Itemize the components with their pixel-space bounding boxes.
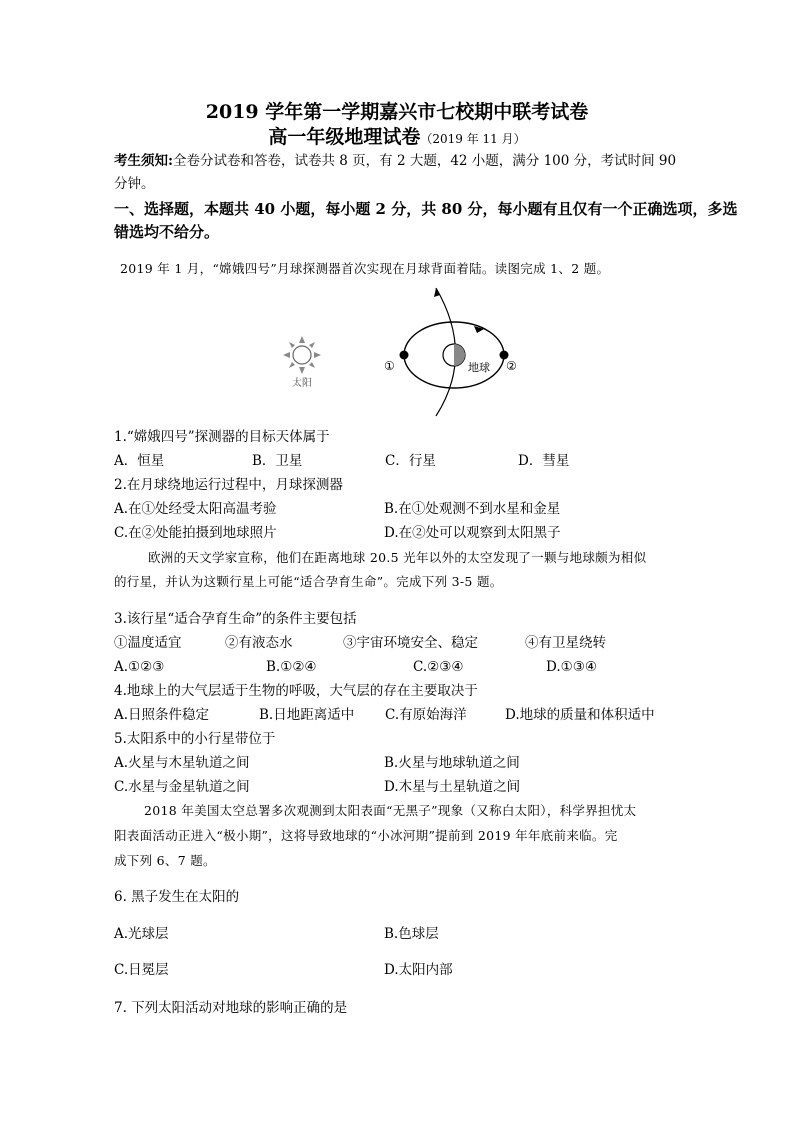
point-2-label: ②	[506, 359, 517, 373]
q5-option-d: D.木星与土星轨道之间	[384, 779, 521, 795]
notice-label: 考生须知:	[114, 153, 173, 169]
exam-title: 2019 学年第一学期嘉兴市七校期中联考试卷	[205, 101, 589, 123]
section-heading-line-2: 错选均不给分。	[114, 223, 220, 241]
q3-condition-1: ①温度适宜	[114, 635, 182, 651]
notice-text: 全卷分试卷和答卷，试卷共 8 页，有 2 大题，42 小题，满分 100 分，考试时间 90	[172, 153, 677, 169]
q3-option-a: A.①②③	[114, 659, 165, 675]
question-2-stem: 2.在月球绕地运行过程中，月球探测器	[114, 477, 343, 493]
exam-subtitle	[0, 122, 794, 149]
q6-option-c: C.日冕层	[114, 962, 169, 978]
question-5-stem: 5.太阳系中的小行星带位于	[114, 731, 276, 747]
q4-option-c: C.有原始海洋	[385, 707, 467, 723]
q4-option-b: B.日地距离适中	[259, 707, 355, 723]
q6-option-b: B.色球层	[384, 926, 439, 942]
question-4-stem: 4.地球上的大气层适于生物的呼吸，大气层的存在主要取决于	[114, 683, 478, 699]
q6-option-a: A.光球层	[114, 926, 169, 942]
q3-option-c: C.②③④	[413, 659, 464, 675]
q3-condition-3: ③宇宙环境安全、稳定	[343, 635, 478, 651]
earth-icon	[443, 344, 465, 366]
sun-label: 太阳	[292, 378, 312, 389]
q4-option-d: D.地球的质量和体积适中	[505, 707, 655, 723]
q1-option-b: B．卫星	[252, 453, 303, 469]
passage-3-line-1: 2018 年美国太空总署多次观测到太阳表面“无黑子”现象（又称白太阳），科学界担忧太	[144, 803, 637, 818]
q3-condition-4: ④有卫星绕转	[525, 635, 606, 651]
q2-option-b: B.在①处观测不到水星和金星	[384, 501, 561, 517]
q6-option-d: D.太阳内部	[384, 962, 453, 978]
passage-2-line-2: 的行星，并认为这颗行星上可能“适合孕育生命”。完成下列 3-5 题。	[114, 574, 503, 589]
q4-option-a: A.日照条件稳定	[114, 707, 210, 723]
moon-position-1	[400, 351, 409, 360]
notice-line-1	[114, 151, 676, 171]
q3-condition-2: ②有液态水	[225, 635, 293, 651]
orbit-figure	[280, 282, 540, 422]
q3-option-d: D.①③④	[546, 659, 597, 675]
q3-option-b: B.①②④	[266, 659, 317, 675]
question-7-stem: 7. 下列太阳活动对地球的影响正确的是	[114, 1000, 348, 1016]
question-6-stem: 6. 黑子发生在太阳的	[114, 889, 240, 905]
q2-option-d: D.在②处可以观察到太阳黑子	[384, 525, 561, 541]
q1-option-a: A．恒星	[114, 453, 165, 469]
q2-option-a: A.在①处经受太阳高温考验	[114, 501, 277, 517]
passage-3-line-3: 成下列 6、7 题。	[114, 853, 216, 868]
question-1-stem: 1.“嫦娥四号”探测器的目标天体属于	[114, 429, 330, 445]
section-heading-line-1: 一、选择题，本题共 40 小题，每小题 2 分，共 80 分，每小题有且仅有一个正确选项，多选	[114, 200, 738, 218]
sun-icon	[283, 336, 321, 374]
q1-option-d: D．彗星	[518, 453, 570, 469]
q5-option-a: A.火星与木星轨道之间	[114, 755, 250, 771]
exam-date: （2019 年 11 月）	[420, 132, 526, 146]
passage-2-line-1: 欧洲的天文学家宣称，他们在距离地球 20.5 光年以外的太空发现了一颗与地球颇为相似	[148, 550, 647, 565]
grade-subject-title: 高一年级地理试卷	[268, 126, 421, 148]
q5-option-b: B.火星与地球轨道之间	[384, 755, 520, 771]
question-3-stem: 3.该行星“适合孕育生命”的条件主要包括	[114, 611, 357, 627]
earth-label: 地球	[468, 361, 490, 374]
passage-1: 2019 年 1 月，“嫦娥四号”月球探测器首次实现在月球背面着陆。读图完成 1、2 题。	[120, 261, 610, 276]
q5-option-c: C.水星与金星轨道之间	[114, 779, 250, 795]
q2-option-c: C.在②处能拍摄到地球照片	[114, 525, 277, 541]
q1-option-c: C．行星	[385, 453, 436, 469]
notice-line-2: 分钟。	[114, 176, 155, 192]
passage-3-line-2: 阳表面活动正进入“极小期”，这将导致地球的“小冰河期”提前到 2019 年年底前来临。完	[114, 828, 618, 843]
point-1-label: ①	[384, 359, 395, 373]
